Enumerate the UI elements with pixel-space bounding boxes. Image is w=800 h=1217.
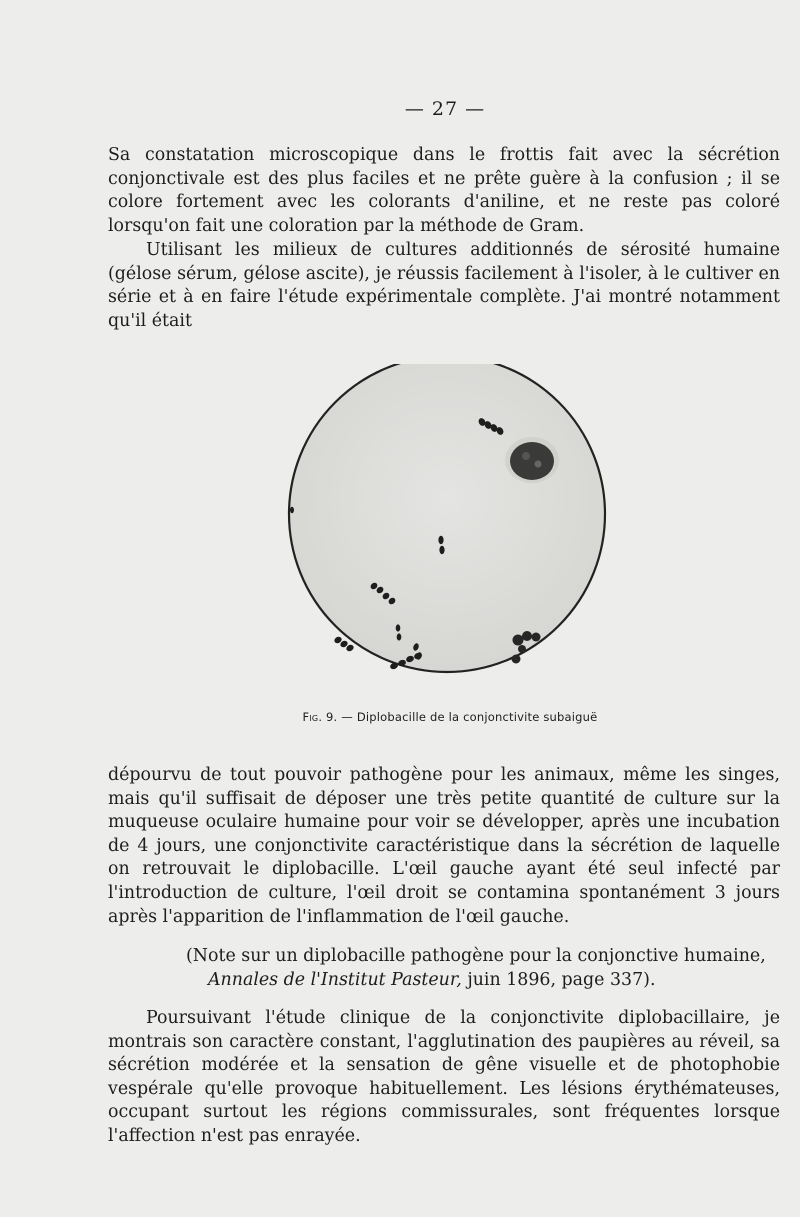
page-number: — 27 —	[404, 98, 486, 120]
figure-label: Fig. 9.	[302, 710, 338, 724]
leukocyte-cell	[505, 437, 559, 483]
paragraph-microscopy: Sa constatation microscopique dans le frottis fait avec la sécrétion conjonctivale est des plus faciles et ne prête guère à la confusion ; il se colore fortement avec les colorants d'aniline, et ne reste pas coloré lorsqu'on fait une coloration par la méthode de Gram.	[108, 145, 780, 236]
figure-caption	[0, 710, 800, 724]
note-date: juin 1896, page 337).	[461, 969, 656, 990]
note-journal: Annales de l'Institut Pasteur,	[208, 969, 462, 990]
note-title: (Note sur un diplobacille pathogène pour la conjonctive humaine,	[186, 946, 766, 966]
bibliographic-note	[186, 945, 780, 992]
microscope-field-figure	[286, 364, 608, 694]
paragraph-pathogenicity: dépourvu de tout pouvoir pathogène pour les animaux, même les singes, mais qu'il suffisait de déposer une très petite quantité de culture sur la muqueuse oculaire humaine pour voir se développer, après une incubation de 4 jours, une conjonctivite caractéristique dans la sécrétion de laquelle on retrouvait le diplobacille. L'œil gauche ayant été seul infecté par l'introduction de culture, l'œil droit se contamina spontanément 3 jours après l'apparition de l'inflammation de l'œil gauche.	[108, 765, 780, 927]
paragraph-clinical-study: Poursuivant l'étude clinique de la conjonctivite diplobacillaire, je montrais son caractère constant, l'agglutination des paupières au réveil, sa sécrétion modérée et la sensation de gêne visuelle et de photophobie vespérale qu'elle provoque habituellement. Les lésions érythémateuses, occupant surtout les régions commissurales, sont fréquentes lorsque l'affection n'est pas enrayée.	[108, 1008, 780, 1146]
microscope-field	[289, 364, 605, 672]
paragraph-cultures: Utilisant les milieux de cultures additionnés de sérosité humaine (gélose sérum, gélose ascite), je réussis facilement à l'isoler, à le cultiver en série et à en faire l'étude expérimentale complète. J'ai montré notamment qu'il était	[108, 240, 780, 331]
figure-caption-text: — Diplobacille de la conjonctivite subaiguë	[337, 710, 598, 724]
